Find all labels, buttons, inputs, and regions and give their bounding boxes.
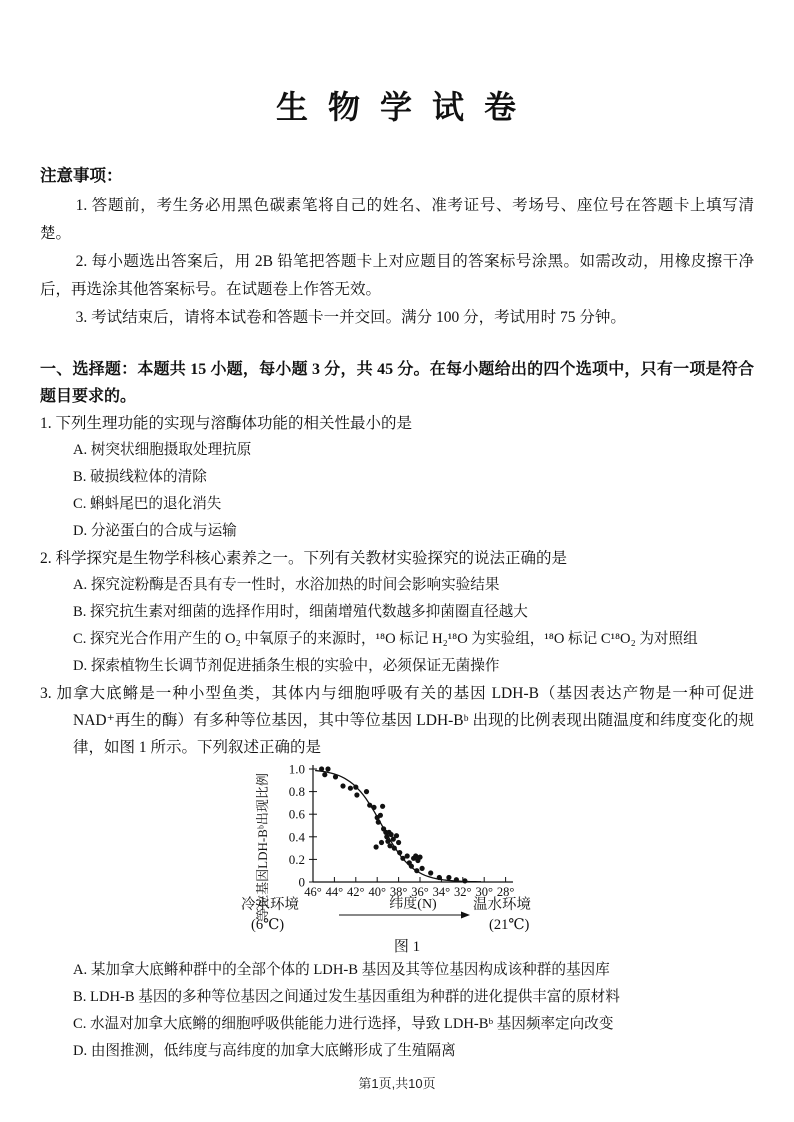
x-tick-label: 42° xyxy=(347,885,365,899)
data-point xyxy=(389,832,394,837)
data-point xyxy=(354,792,359,797)
note-item-3: 3. 考试结束后，请将本试卷和答题卡一并交回。满分 100 分，考试用时 75 分钟。 xyxy=(75,309,626,326)
warm-water-temp: (21℃) xyxy=(489,917,530,933)
y-tick-label: 0.4 xyxy=(288,829,305,845)
question-2-option-c: C. 探究光合作用产生的 O₂ 中氧原子的来源时，¹⁸O 标记 H₂¹⁸O 为实验组，¹⁸O 标记 C¹⁸O₂ 为对照组 xyxy=(73,631,698,647)
question-1-stem xyxy=(40,410,754,437)
question-2-option-b: B. 探究抗生素对细菌的选择作用时，细菌增殖代数越多抑菌圈直径越大 xyxy=(73,604,528,620)
x-tick-label: 44° xyxy=(325,885,344,899)
notes-heading: 注意事项： xyxy=(40,167,123,185)
data-point xyxy=(405,853,410,858)
question-1-stem-text: 下列生理功能的实现与溶酶体功能的相关性最小的是 xyxy=(55,415,413,432)
question-1-option-c: C. 蝌蚪尾巴的退化消失 xyxy=(73,496,222,512)
data-point xyxy=(417,855,422,860)
question-2-stem-text: 科学探究是生物学科核心素养之一。下列有关教材实验探究的说法正确的是 xyxy=(55,550,568,567)
x-tick-label: 38° xyxy=(389,885,408,899)
question-1-option-d: D. 分泌蛋白的合成与运输 xyxy=(73,523,237,539)
data-point xyxy=(428,870,433,875)
figure-1-chart xyxy=(237,759,557,957)
data-point xyxy=(397,850,402,855)
data-point xyxy=(420,866,425,871)
question-1-option-a: A. 树突状细胞摄取处理抗原 xyxy=(73,442,252,458)
x-tick-label: 46° xyxy=(304,885,322,899)
figure-caption: 图 1 xyxy=(393,939,421,955)
data-point xyxy=(409,864,414,869)
data-point xyxy=(454,877,459,882)
x-tick-label: 36° xyxy=(411,885,429,899)
data-point xyxy=(394,833,399,838)
data-point xyxy=(353,785,358,790)
data-point xyxy=(392,846,397,851)
data-point xyxy=(374,844,379,849)
data-point xyxy=(396,840,401,845)
page-title: 生 物 学 试 卷 xyxy=(275,89,518,125)
cold-water-temp: (6℃) xyxy=(251,917,285,933)
data-point xyxy=(376,820,381,825)
question-3-stem xyxy=(40,680,754,761)
data-point xyxy=(414,868,419,873)
question-1-number: 1. xyxy=(40,415,52,432)
data-point xyxy=(462,878,467,883)
page-number: 第1页,共10页 xyxy=(358,1076,436,1091)
y-tick-label: 0.2 xyxy=(288,851,305,867)
x-tick-label: 40° xyxy=(368,885,386,899)
question-2-number: 2. xyxy=(40,550,52,567)
data-point xyxy=(333,774,338,779)
question-3 xyxy=(40,680,754,1065)
data-point xyxy=(380,804,385,809)
data-point xyxy=(385,839,390,844)
y-tick-label: 1.0 xyxy=(288,761,305,777)
question-2-option-d: D. 探索植物生长调节剂促进插条生根的实验中，必须保证无菌操作 xyxy=(73,658,500,674)
question-2-stem xyxy=(40,545,754,572)
x-tick-label: 32° xyxy=(454,885,472,899)
warm-water-label: 温水环境 xyxy=(473,897,531,913)
x-tick-label: 28° xyxy=(496,885,515,899)
data-point xyxy=(437,875,442,880)
y-axis-label: 等位基因LDH-Bᵇ出现比例 xyxy=(255,773,270,921)
data-point xyxy=(325,766,330,771)
y-tick-label: 0.8 xyxy=(288,784,305,800)
cold-water-label: 冷水环境 xyxy=(241,897,299,913)
question-3-option-c: C. 水温对加拿大底鳉的细胞呼吸供能能力进行选择，导致 LDH-Bᵇ 基因频率定向改变 xyxy=(73,1016,614,1032)
data-point xyxy=(379,840,384,845)
y-tick-label: 0 xyxy=(298,874,305,890)
note-item-2: 2. 每小题选出答案后，用 2B 铅笔把答题卡上对应题目的答案标号涂黑。如需改动，用橡皮擦干净后，再选涂其他答案标号。在试题卷上作答无效。 xyxy=(40,253,754,298)
data-point xyxy=(446,875,451,880)
arrow-head-icon xyxy=(461,912,470,919)
question-3-option-d: D. 由图推测，低纬度与高纬度的加拿大底鳉形成了生殖隔离 xyxy=(73,1043,456,1059)
question-3-option-b: B. LDH-B 基因的多种等位基因之间通过发生基因重组为种群的进化提供丰富的原材料 xyxy=(73,989,620,1005)
x-axis-label: 纬度(N) xyxy=(389,897,437,912)
y-tick-label: 0.6 xyxy=(288,806,305,822)
data-point xyxy=(371,805,376,810)
note-item-1: 1. 答题前，考生务必用黑色碳素笔将自己的姓名、准考证号、考场号、座位号在答题卡上填写清楚。 xyxy=(40,197,754,242)
data-point xyxy=(340,783,345,788)
question-2-option-a: A. 探究淀粉酶是否具有专一性时，水浴加热的时间会影响实验结果 xyxy=(73,577,500,593)
question-1 xyxy=(40,410,754,545)
question-3-option-a: A. 某加拿大底鳉种群中的全部个体的 LDH-B 基因及其等位基因构成该种群的基因库 xyxy=(73,962,610,978)
data-point xyxy=(319,766,324,771)
x-tick-label: 30° xyxy=(475,885,493,899)
data-point xyxy=(348,786,353,791)
question-3-number: 3. xyxy=(40,685,52,702)
data-point xyxy=(378,813,383,818)
data-point xyxy=(364,789,369,794)
question-2 xyxy=(40,545,754,680)
x-tick-label: 34° xyxy=(432,885,451,899)
question-1-option-b: B. 破损线粒体的清除 xyxy=(73,469,207,485)
question-3-stem-text: 加拿大底鳉是一种小型鱼类，其体内与细胞呼吸有关的基因 LDH-B（基因表达产物是一种可促进 NAD⁺再生的酶）有多种等位基因，其中等位基因 LDH-Bᵇ 出现的比例表现出随温度和纬度变化的规律，如图 1 所示。下列叙述正确的是 xyxy=(56,685,755,756)
data-point xyxy=(322,772,327,777)
trend-curve xyxy=(315,771,481,882)
section-heading: 一、选择题：本题共 15 小题，每小题 3 分，共 45 分。在每小题给出的四个选项中，只有一项是符合题目要求的。 xyxy=(40,361,754,405)
figure-1 xyxy=(237,759,557,957)
